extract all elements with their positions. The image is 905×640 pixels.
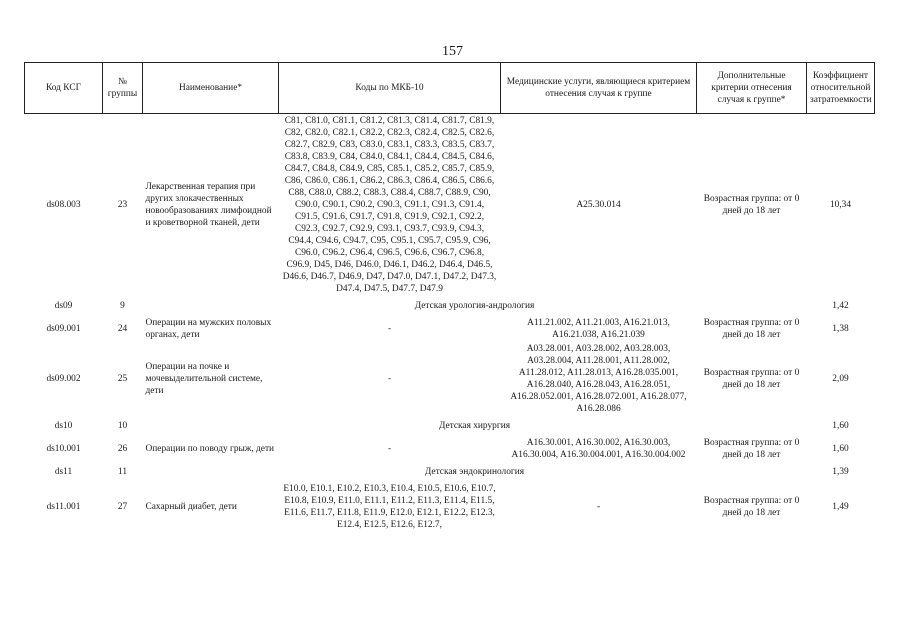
cell-code: ds10: [54, 421, 73, 431]
cell-coef: 1,60: [832, 421, 849, 431]
header-group: № группы: [103, 63, 143, 114]
cell-mkb: C81, C81.0, C81.1, C81.2, C81.3, C81.4, C81.7, C81.9, C82, C82.0, C82.1, C82.2, C82.3, C82.4, C82.5, C82.6, C82.7, C82.9, C83, C83.0, C83.1, C83.3, C83.5, C83.7, C83.8, C83.9, C84, C84.0, C84.1, C84.4, C84.5, C84.6, C84.7, C84.8, C84.9, C85, C85.1, C85.2, C85.7, C85.9, C86, C86.0, C86.1, C86.2, C86.3, C86.4, C86.5, C86.6, C88, C88.0, C88.2, C88.3, C88.4, C88.7, C88.9, C90, C90.0, C90.1, C90.2, C90.3, C91.1, C91.3, C91.4, C91.5, C91.6, C91.7, C91.8, C91.9, C92.1, C92.2, C92.3, C92.7, C92.9, C93.1, C93.7, C93.9, C94.3, C94.4, C94.6, C94.7, C95, C95.1, C95.7, C95.9, C96, C96.0, C96.2, C96.4, C96.5, C96.6, C96.7, C96.8, C96.9, D45, D46, D46.0, D46.1, D46.2, D46.4, D46.5, D46.6, D46.7, D46.9, D47, D47.0, D47.1, D47.2, D47.3, D47.4, D47.5, D47.7, D47.9: [282, 116, 497, 294]
cell-extra: Возрастная группа: от 0 дней до 18 лет: [703, 438, 800, 460]
cell-group: 9: [120, 301, 125, 311]
section-title: Детская урология-андрология: [414, 301, 535, 311]
cell-group: 26: [117, 444, 128, 454]
header-row: [25, 63, 875, 114]
cell-code: ds08.003: [46, 200, 81, 210]
table-row: [25, 482, 875, 532]
cell-coef: 1,39: [832, 467, 849, 477]
cell-services: -: [596, 502, 601, 512]
cell-name: Сахарный диабет, дети: [145, 502, 237, 512]
cell-coef: 1,38: [832, 324, 849, 334]
cell-group: 27: [117, 502, 128, 512]
cell-code: ds09.002: [46, 374, 81, 384]
table-body: [25, 114, 875, 533]
cell-services: A25.30.014: [576, 200, 621, 210]
cell-coef: 1,49: [832, 502, 849, 512]
cell-code: ds09.001: [46, 324, 81, 334]
cell-code: ds11: [54, 467, 73, 477]
header-services: Медицинские услуги, являющиеся критерием отнесения случая к группе: [501, 63, 697, 114]
section-title: Детская хирургия: [438, 421, 511, 431]
cell-extra: Возрастная группа: от 0 дней до 18 лет: [703, 194, 800, 216]
header-coef: Коэффициент относительной затратоемкости: [807, 63, 875, 114]
cell-code: ds11.001: [46, 502, 81, 512]
cell-services: A16.30.001, A16.30.002, A16.30.003, A16.30.004, A16.30.004.001, A16.30.004.002: [511, 438, 686, 460]
cell-code: ds10.001: [46, 444, 81, 454]
header-mkb: Коды по МКБ-10: [279, 63, 501, 114]
page-number: 157: [442, 44, 463, 59]
cell-name: Лекарственная терапия при других злокачественных новообразованиях лимфоидной и кроветворной тканей, дети: [145, 182, 272, 228]
table-row: [25, 316, 875, 342]
header-extra: Дополнительные критерии отнесения случая к группе*: [697, 63, 807, 114]
cell-services: A11.21.002, A11.21.003, A16.21.013, A16.21.038, A16.21.039: [527, 318, 670, 340]
section-row: [25, 416, 875, 436]
header-code: Код КСГ: [25, 63, 103, 114]
table-row: [25, 342, 875, 416]
cell-group: 24: [117, 324, 128, 334]
table-row: [25, 114, 875, 297]
cell-group: 10: [117, 421, 128, 431]
section-row: [25, 296, 875, 316]
cell-mkb: -: [387, 374, 392, 384]
cell-code: ds09: [54, 301, 73, 311]
section-row: [25, 462, 875, 482]
cell-services: A03.28.001, A03.28.002, A03.28.003, A03.28.004, A11.28.001, A11.28.002, A11.28.012, A11.28.013, A16.28.035.001, A16.28.040, A16.28.043, A16.28.051, A16.28.052.001, A16.28.072.001, A16.28.077, A16.28.086: [510, 344, 687, 414]
section-title: Детская эндокринология: [424, 467, 525, 477]
cell-mkb: -: [387, 324, 392, 334]
cell-coef: 1,42: [832, 301, 849, 311]
cell-extra: Возрастная группа: от 0 дней до 18 лет: [703, 496, 800, 518]
cell-group: 23: [117, 200, 128, 210]
table-row: [25, 436, 875, 462]
cell-mkb: -: [387, 444, 392, 454]
cell-extra: Возрастная группа: от 0 дней до 18 лет: [703, 318, 800, 340]
cell-name: Операции на мужских половых органах, дети: [145, 318, 272, 340]
ksg-table: [24, 62, 875, 532]
header-name: Наименование*: [143, 63, 279, 114]
cell-name: Операции на почке и мочевыделительной системе, дети: [145, 362, 263, 396]
cell-coef: 1,60: [832, 444, 849, 454]
cell-coef: 10,34: [829, 200, 852, 210]
cell-group: 11: [117, 467, 128, 477]
cell-extra: Возрастная группа: от 0 дней до 18 лет: [703, 368, 800, 390]
cell-coef: 2,09: [832, 374, 849, 384]
cell-mkb: E10.0, E10.1, E10.2, E10.3, E10.4, E10.5, E10.6, E10.7, E10.8, E10.9, E11.0, E11.1, E11.2, E11.3, E11.4, E11.5, E11.6, E11.7, E11.8, E11.9, E12.0, E12.1, E12.2, E12.3, E12.4, E12.5, E12.6, E12.7,: [283, 484, 496, 530]
cell-group: 25: [117, 374, 128, 384]
cell-name: Операции по поводу грыж, дети: [145, 444, 275, 454]
